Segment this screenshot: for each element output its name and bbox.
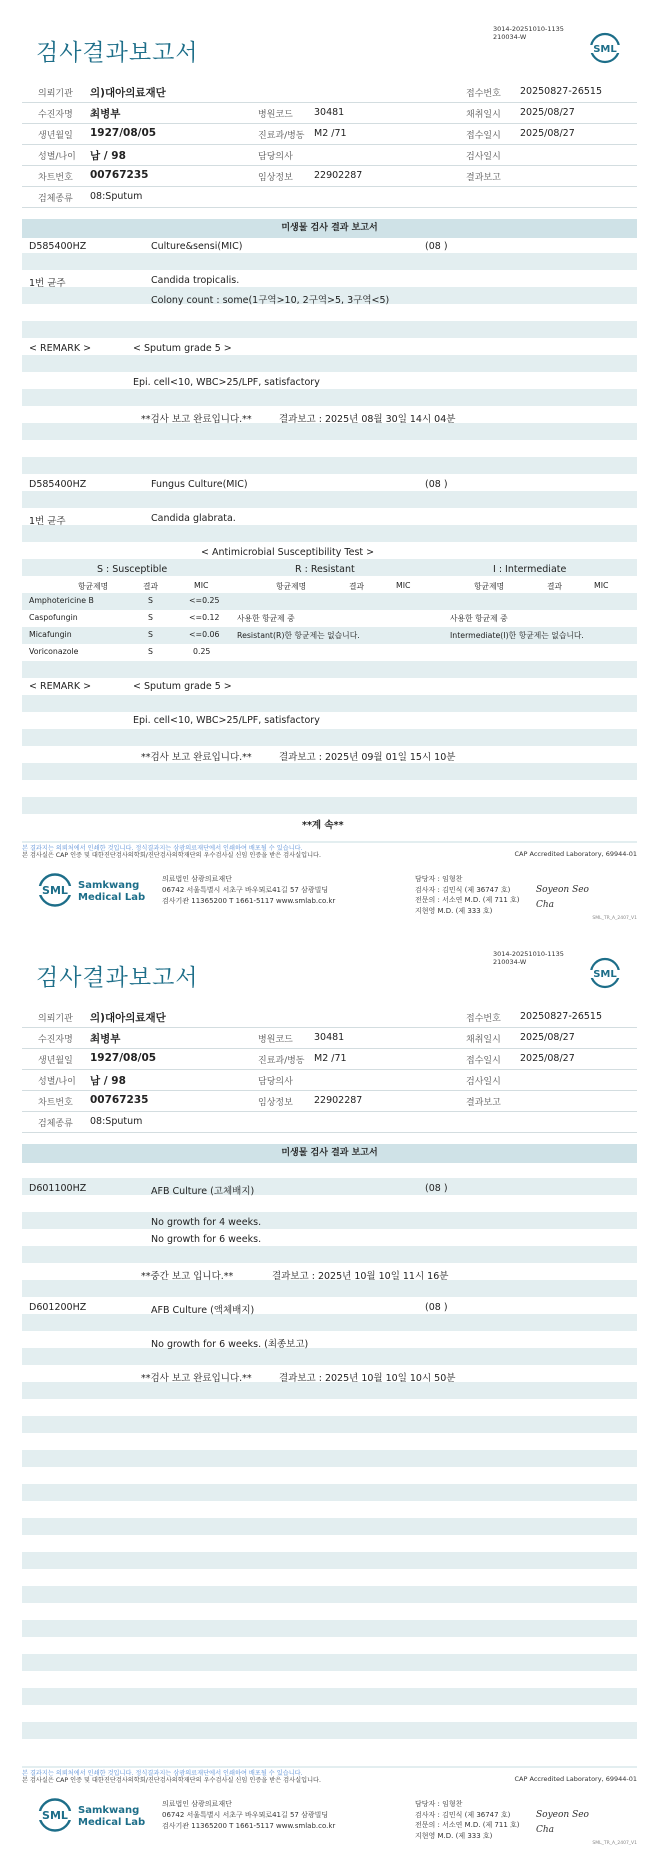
- remark-epi: Epi. cell<10, WBC>25/LPF, satisfactory: [133, 715, 320, 726]
- intermediate-note: Intermediate(I)한 항균제는 없습니다.: [450, 631, 584, 640]
- interim-report-text: **중간 보고 입니다.**: [141, 1271, 234, 1282]
- drug-result: S: [148, 630, 153, 639]
- legend-susceptible: S : Susceptible: [97, 564, 168, 575]
- col-mic-header: MIC: [194, 581, 209, 590]
- section-title: 미생물 검사 결과 보고서: [22, 219, 637, 238]
- svg-text:SML: SML: [593, 44, 617, 55]
- form-code: SML_TR_A_2407_V1: [592, 1841, 637, 1846]
- lab-address: 의료법인 삼광의료재단 06742 서울특별시 서초구 바우뫼로41길 57 삼광빌딩 검사기관 11365200 T 1661-5117 www.smlab.co.kr: [162, 1800, 336, 1830]
- footer-cert-note: 본 검사실은 CAP 인증 및 대한진단검사의학회/진단검사의학재단의 우수검사실 신임 인증을 받은 검사실입니다.: [22, 1777, 321, 1784]
- test-specimen-num: (08 ): [425, 241, 448, 252]
- test-name: Fungus Culture(MIC): [151, 479, 248, 490]
- drug-mic: 0.25: [193, 647, 211, 656]
- col-result-header: 결과: [547, 582, 563, 591]
- test-name: AFB Culture (고체배지): [151, 1186, 255, 1197]
- sml-logo-icon: [588, 32, 622, 64]
- remark-grade: < Sputum grade 5 >: [133, 681, 232, 692]
- col-drug-header: 항균제명: [78, 582, 109, 591]
- signature: Cha: [536, 900, 555, 910]
- document-id: 3014-20251010-1135 210034-W: [493, 950, 564, 966]
- brand-name: Samkwang Medical Lab: [78, 880, 146, 903]
- report-title: 검사결과보고서: [36, 965, 199, 991]
- legend-resistant: R : Resistant: [295, 564, 355, 575]
- test-code: D601100HZ: [29, 1183, 87, 1194]
- col-drug-header: 항균제명: [474, 582, 505, 591]
- drug-name: Amphotericine B: [29, 596, 94, 605]
- col-result-header: 결과: [143, 582, 159, 591]
- culture-result: No growth for 6 weeks.: [151, 1234, 262, 1245]
- drug-result: S: [148, 596, 153, 605]
- page-footer: [22, 838, 637, 923]
- continue-label: **계 속**: [302, 820, 344, 831]
- svg-text:SML: SML: [42, 884, 68, 897]
- signature: Soyeon Seo: [536, 885, 589, 895]
- report-page-2: [0, 925, 655, 1850]
- remark-epi: Epi. cell<10, WBC>25/LPF, satisfactory: [133, 377, 320, 388]
- samkwang-logo-icon: [36, 1797, 74, 1833]
- ast-title: < Antimicrobial Susceptibility Test >: [201, 547, 375, 558]
- intermediate-note: 사용한 항균제 중: [450, 614, 508, 623]
- svg-text:SML: SML: [42, 1809, 68, 1822]
- document-id: 3014-20251010-1135 210034-W: [493, 25, 564, 41]
- colony-count: Colony count : some(1구역>10, 2구역>5, 3구역<5): [151, 295, 390, 306]
- drug-name: Micafungin: [29, 630, 72, 639]
- sml-logo-icon: [588, 957, 622, 989]
- organism-name: Candida tropicalis.: [151, 275, 240, 286]
- drug-mic: <=0.12: [189, 613, 220, 622]
- staff-list: 담당자 : 임형찬 검사자 : 김민식 (제 36747 호) 전문의 : 서소연 M.D. (제 711 호) 지현영 M.D. (제 333 호): [415, 1800, 520, 1840]
- culture-result: No growth for 4 weeks.: [151, 1217, 262, 1228]
- remark-label: < REMARK >: [29, 681, 92, 692]
- strain-label: 1번 균주: [29, 278, 66, 289]
- section-title: 미생물 검사 결과 보고서: [22, 1144, 637, 1163]
- col-drug-header: 항균제명: [276, 582, 307, 591]
- signature: Soyeon Seo: [536, 1810, 589, 1820]
- interim-report-time: 결과보고 : 2025년 10월 10일 11시 16분: [272, 1271, 449, 1282]
- col-result-header: 결과: [349, 582, 365, 591]
- brand-name: Samkwang Medical Lab: [78, 1805, 146, 1828]
- col-mic-header: MIC: [594, 581, 609, 590]
- cap-accreditation: CAP Accredited Laboratory, 69944-01: [514, 850, 637, 858]
- strain-label: 1번 균주: [29, 516, 66, 527]
- test-specimen-num: (08 ): [425, 1302, 448, 1313]
- report-title: 검사결과보고서: [36, 40, 199, 66]
- footer-cert-note: 본 검사실은 CAP 인증 및 대한진단검사의학회/진단검사의학재단의 우수검사실 신임 인증을 받은 검사실입니다.: [22, 852, 321, 859]
- page-footer: [22, 1763, 637, 1848]
- final-report-time: 결과보고 : 2025년 09월 01일 15시 10분: [279, 752, 456, 763]
- remark-grade: < Sputum grade 5 >: [133, 343, 232, 354]
- organism-name: Candida glabrata.: [151, 513, 236, 524]
- final-report-time: 결과보고 : 2025년 08월 30일 14시 04분: [279, 414, 456, 425]
- svg-text:SML: SML: [593, 969, 617, 980]
- test-specimen-num: (08 ): [425, 479, 448, 490]
- test-specimen-num: (08 ): [425, 1183, 448, 1194]
- culture-result: No growth for 6 weeks. (최종보고): [151, 1339, 309, 1350]
- test-code: D585400HZ: [29, 479, 87, 490]
- drug-mic: <=0.25: [189, 596, 220, 605]
- remark-label: < REMARK >: [29, 343, 92, 354]
- patient-info-table: 의뢰기관 의)대아의료재단 접수번호 20250827-26515 수진자명 최병부 병원코드 30481 채취일시 2025/08/27 생년월일 1927/08/05 진료과/병동 M2 /71 접수일시 2025/08/27 성별/나이 남 / 98 담당의사 검사일시 차트번호 00767235 임상정보 22902287 결과보고 검체종류 08:Sputum: [22, 82, 637, 208]
- test-code: D601200HZ: [29, 1302, 87, 1313]
- lab-address: 의료법인 삼광의료재단 06742 서울특별시 서초구 바우뫼로41길 57 삼광빌딩 검사기관 11365200 T 1661-5117 www.smlab.co.kr: [162, 875, 336, 905]
- drug-result: S: [148, 647, 153, 656]
- test-code: D585400HZ: [29, 241, 87, 252]
- legend-intermediate: I : Intermediate: [493, 564, 567, 575]
- drug-mic: <=0.06: [189, 630, 220, 639]
- drug-name: Caspofungin: [29, 613, 78, 622]
- drug-name: Voriconazole: [29, 647, 79, 656]
- footer-notice: 본 결과지는 의뢰처에서 인쇄한 것입니다. 정식결과지는 삼광의료재단에서 인쇄하여 배포될 수 있습니다.: [22, 845, 303, 852]
- signature: Cha: [536, 1825, 555, 1835]
- final-report-text: **검사 보고 완료입니다.**: [141, 752, 252, 763]
- final-report-time: 결과보고 : 2025년 10월 10일 10시 50분: [279, 1373, 456, 1384]
- drug-result: S: [148, 613, 153, 622]
- cap-accreditation: CAP Accredited Laboratory, 69944-01: [514, 1775, 637, 1783]
- staff-list: 담당자 : 임형찬 검사자 : 김민식 (제 36747 호) 전문의 : 서소연 M.D. (제 711 호) 지현영 M.D. (제 333 호): [415, 875, 520, 915]
- footer-notice: 본 결과지는 의뢰처에서 인쇄한 것입니다. 정식결과지는 삼광의료재단에서 인쇄하여 배포될 수 있습니다.: [22, 1770, 303, 1777]
- patient-info-table: 의뢰기관 의)대아의료재단 접수번호 20250827-26515 수진자명 최병부 병원코드 30481 채취일시 2025/08/27 생년월일 1927/08/05 진료과/병동 M2 /71 접수일시 2025/08/27 성별/나이 남 / 98 담당의사 검사일시 차트번호 00767235 임상정보 22902287 결과보고 검체종류 08:Sputum: [22, 1007, 637, 1133]
- resistant-note: 사용한 항균제 중: [237, 614, 295, 623]
- final-report-text: **검사 보고 완료입니다.**: [141, 1373, 252, 1384]
- samkwang-logo-icon: [36, 872, 74, 908]
- form-code: SML_TR_A_2407_V1: [592, 916, 637, 921]
- test-name: AFB Culture (액체배지): [151, 1305, 255, 1316]
- test-name: Culture&sensi(MIC): [151, 241, 243, 252]
- final-report-text: **검사 보고 완료입니다.**: [141, 414, 252, 425]
- col-mic-header: MIC: [396, 581, 411, 590]
- resistant-note: Resistant(R)한 항균제는 없습니다.: [237, 631, 360, 640]
